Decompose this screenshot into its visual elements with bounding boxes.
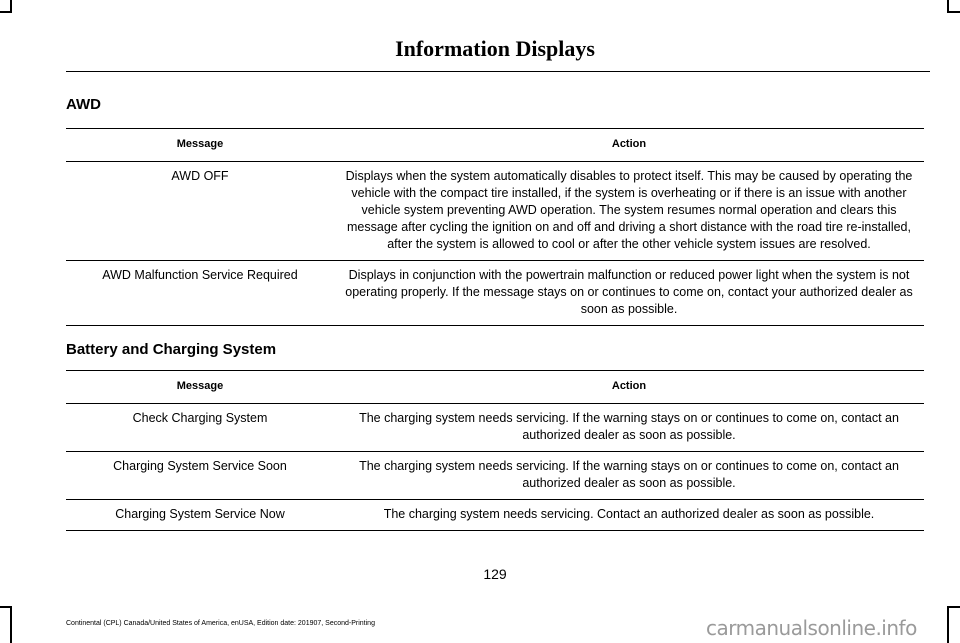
edition-footer: Continental (CPL) Canada/United States of America, enUSA, Edition date: 201907, Second-Printing [66, 620, 375, 627]
table-row [66, 162, 924, 261]
table-row [66, 500, 924, 531]
section-heading-battery: Battery and Charging System [66, 341, 277, 358]
message-cell: Charging System Service Soon [66, 452, 334, 500]
crop-mark [0, 11, 12, 13]
table-header-row [66, 129, 924, 162]
battery-table [66, 370, 924, 531]
message-cell: Check Charging System [66, 404, 334, 452]
table-header-row [66, 371, 924, 404]
crop-mark [0, 606, 12, 608]
column-header-action: Action [334, 129, 924, 162]
column-header-message: Message [66, 129, 334, 162]
action-cell: The charging system needs servicing. If the warning stays on or continues to come on, contact an authorized dealer as soon as possible. [334, 452, 924, 500]
section-heading-awd: AWD [66, 96, 101, 113]
action-cell: Displays when the system automatically disables to protect itself. This may be caused by operating the vehicle with the compact tire installed, if the system is overheating or if there is an issue with another vehicle system preventing AWD operation. The system resumes normal operation and clears this message after cycling the ignition on and off and driving a short distance with the road tire re-installed, after the system is allowed to cool or after the other vehicle system issues are resolved. [334, 162, 924, 261]
message-cell: Charging System Service Now [66, 500, 334, 531]
awd-table [66, 128, 924, 326]
table-row [66, 452, 924, 500]
crop-mark [947, 606, 960, 608]
action-cell: Displays in conjunction with the powertrain malfunction or reduced power light when the system is not operating properly. If the message stays on or continues to come on, contact your authorized dealer as soon as possible. [334, 261, 924, 326]
table-row [66, 261, 924, 326]
table-row [66, 404, 924, 452]
message-cell: AWD Malfunction Service Required [66, 261, 334, 326]
watermark[interactable]: carmanualsonline.info [706, 616, 917, 640]
header-rule [66, 71, 930, 72]
crop-mark [947, 11, 960, 13]
crop-mark [10, 606, 12, 643]
page-number: 129 [483, 566, 507, 582]
message-cell: AWD OFF [66, 162, 334, 261]
crop-mark [947, 606, 949, 643]
page-title: Information Displays [395, 36, 595, 61]
column-header-action: Action [334, 371, 924, 404]
column-header-message: Message [66, 371, 334, 404]
action-cell: The charging system needs servicing. Contact an authorized dealer as soon as possible. [334, 500, 924, 531]
action-cell: The charging system needs servicing. If the warning stays on or continues to come on, contact an authorized dealer as soon as possible. [334, 404, 924, 452]
